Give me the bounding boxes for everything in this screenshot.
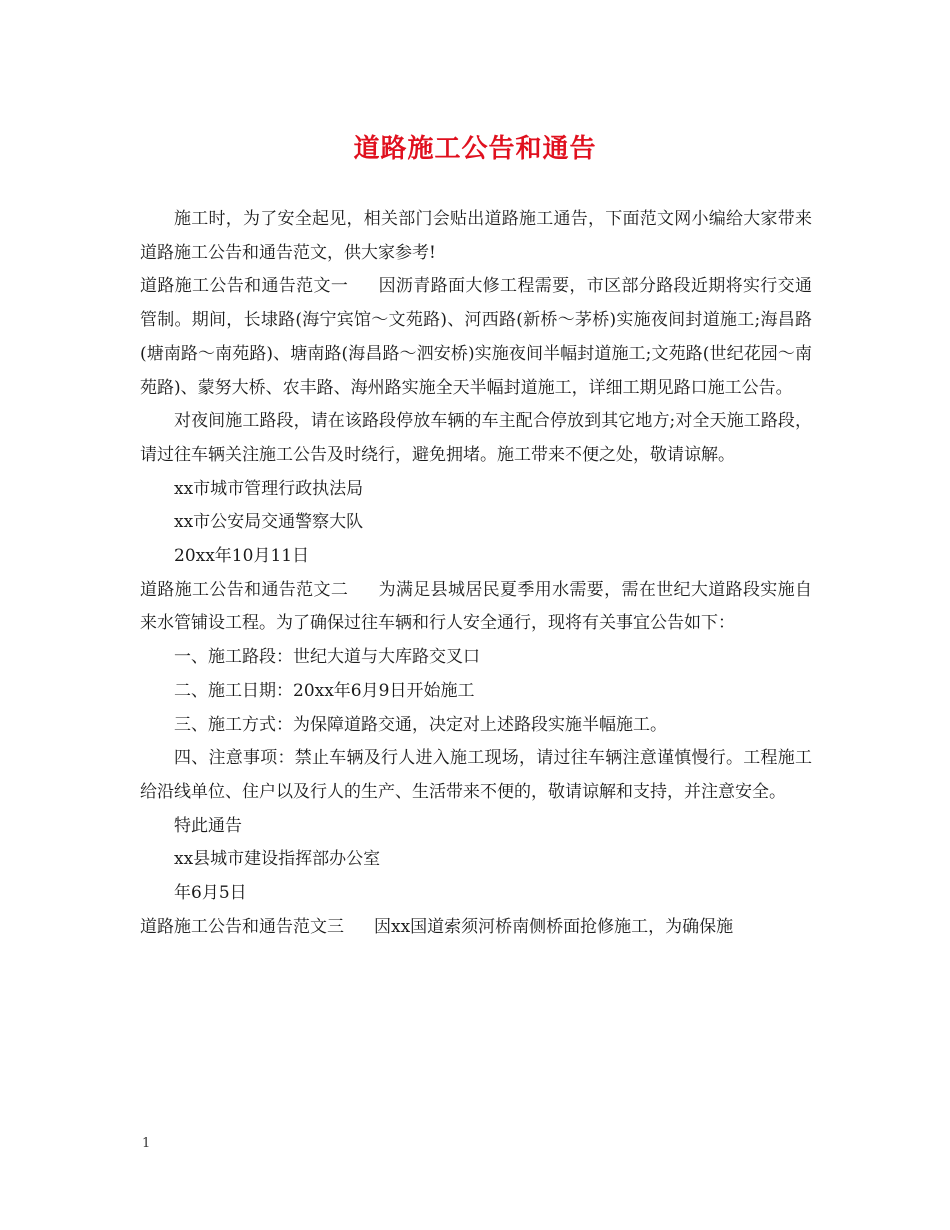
section-heading: 道路施工公告和通告范文二 [140,579,349,600]
page-number: 1 [142,1136,151,1151]
paragraph [140,405,812,472]
paragraph-text: 特此通告 [174,815,242,836]
paragraph [140,506,812,540]
paragraph-text: 因xx国道索须河桥南侧桥面抢修施工，为确保施 [374,916,734,937]
paragraph-text: 四、注意事项：禁止车辆及行人进入施工现场，请过往车辆注意谨慎慢行。工程施工给沿线单位、住户以及行人的生产、生活带来不便的，敬请谅解和支持，并注意安全。 [140,748,812,802]
paragraph [140,810,812,844]
section-paragraph [140,270,812,405]
paragraph-text: 三、施工方式：为保障道路交通，决定对上述路段实施半幅施工。 [174,714,667,735]
page-title: 道路施工公告和通告 [353,134,597,164]
paragraph-text: xx市公安局交通警察大队 [174,512,364,533]
paragraph-text: 二、施工日期：20xx年6月9日开始施工 [174,680,475,701]
section-heading: 道路施工公告和通告范文三 [140,916,344,937]
paragraph [140,742,812,809]
paragraph-text: xx市城市管理行政执法局 [174,478,364,499]
paragraph-text: 年6月5日 [174,883,247,904]
document-body [140,203,812,944]
section-paragraph [140,574,812,641]
paragraph [140,473,812,507]
section-paragraph [140,911,812,945]
paragraph [140,203,812,270]
paragraph-text: 施工时，为了安全起见，相关部门会贴出道路施工通告，下面范文网小编给大家带来道路施工公告和通告范文，供大家参考! [140,209,812,263]
paragraph [140,641,812,675]
paragraph [140,540,812,574]
section-heading: 道路施工公告和通告范文一 [140,276,349,297]
paragraph [140,843,812,877]
paragraph-text: 20xx年10月11日 [174,546,310,567]
paragraph-text: xx县城市建设指挥部办公室 [174,849,381,870]
paragraph [140,877,812,911]
paragraph-text: 为满足县城居民夏季用水需要，需在世纪大道路段实施自来水管铺设工程。为了确保过往车辆和行人安全通行，现将有关事宜公告如下： [140,579,813,634]
paragraph-text: 一、施工路段：世纪大道与大库路交叉口 [174,647,480,668]
paragraph-text: 因沥青路面大修工程需要，市区部分路段近期将实行交通管制。期间，长埭路(海宁宾馆～文苑路)、河西路(新桥～茅桥)实施夜间封道施工;海昌路(塘南路～南苑路)、塘南路(海昌路～泗安桥)实施夜间半幅封道施工;文苑路(世纪花园～南苑路)、蒙努大桥、农丰路、海州路实施全天半幅封道施工，详细工期见路口施工公告。 [140,276,813,398]
paragraph [140,709,812,743]
paragraph-text: 对夜间施工路段，请在该路段停放车辆的车主配合停放到其它地方;对全天施工路段，请过往车辆关注施工公告及时绕行，避免拥堵。施工带来不便之处，敬请谅解。 [140,411,812,465]
paragraph [140,675,812,709]
